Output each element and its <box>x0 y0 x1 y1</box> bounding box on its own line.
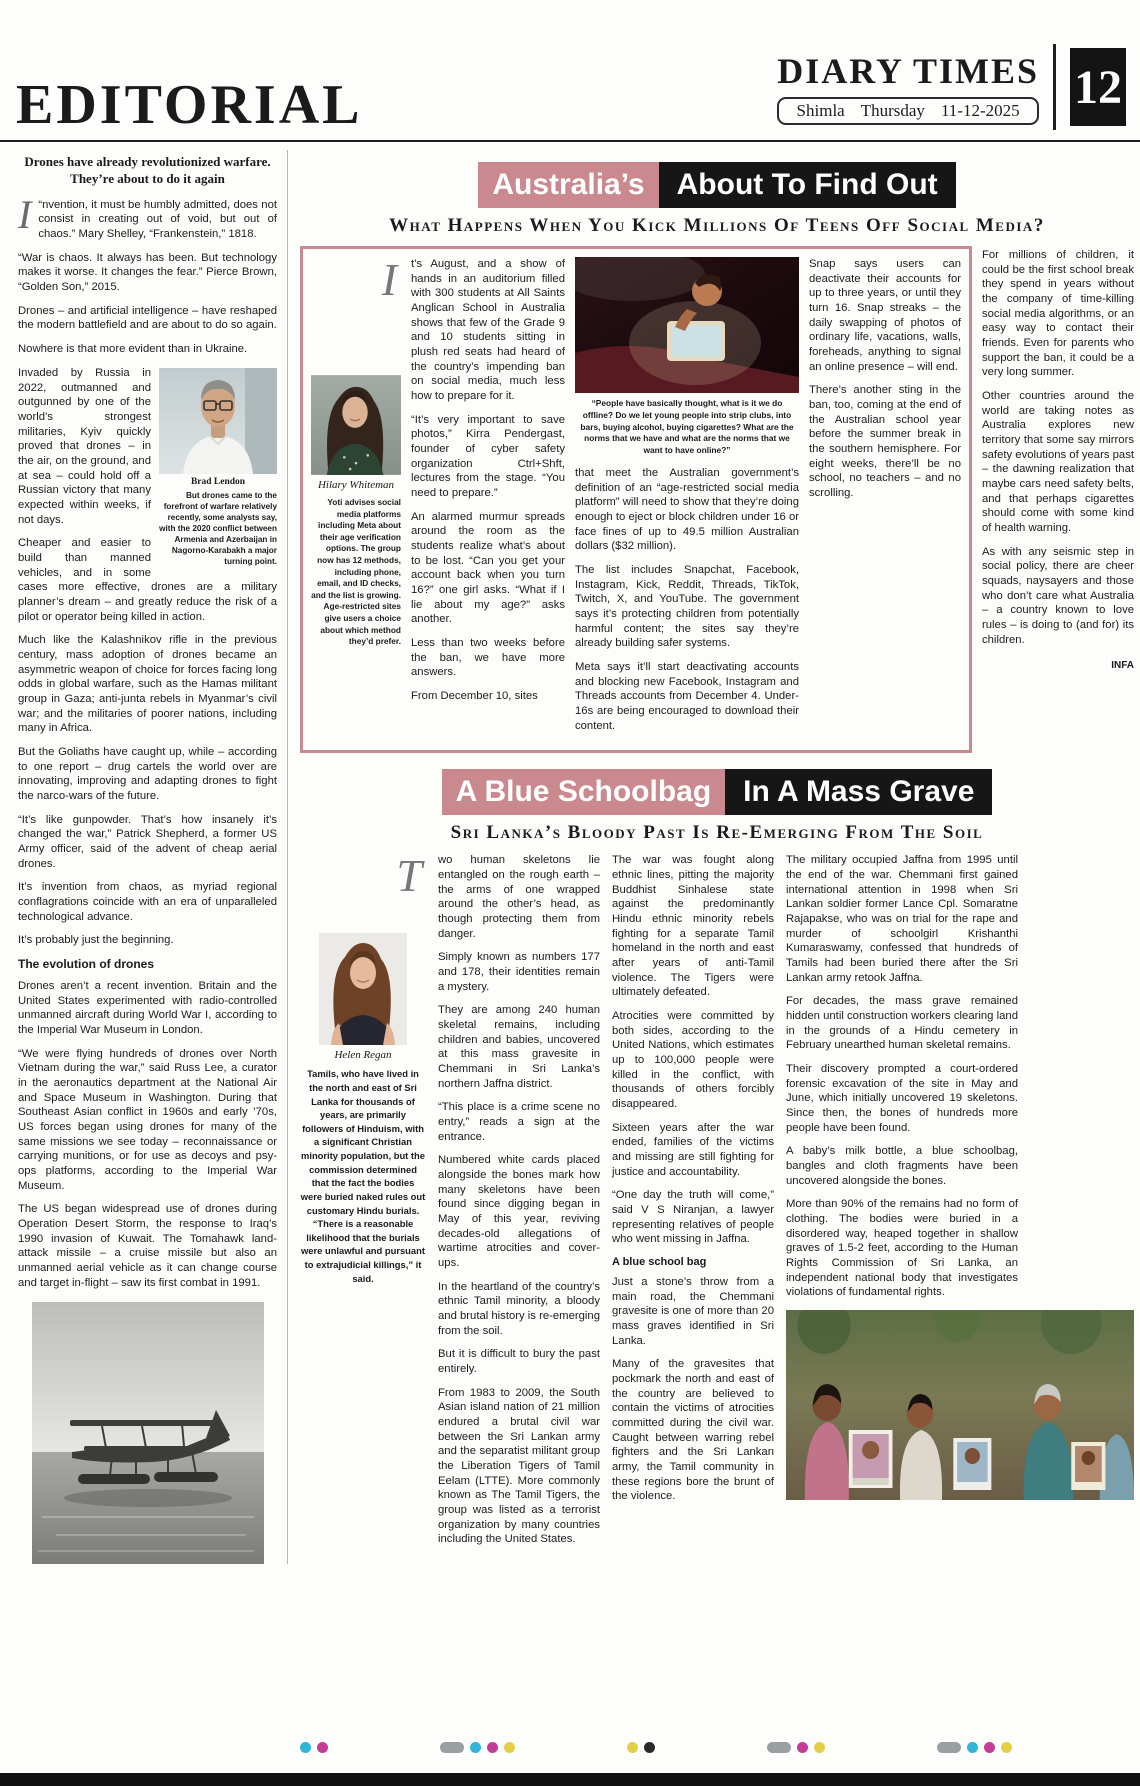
registration-marks <box>300 1742 1012 1753</box>
agency-credit: INFA <box>1111 660 1134 672</box>
body-paragraph: But it is difficult to bury the past entirely. <box>438 1348 600 1376</box>
mass-grave-protest-photo <box>786 1310 1134 1500</box>
paragraph-group <box>612 853 774 1247</box>
srilanka-title-main: In A Mass Grave <box>725 769 992 815</box>
dateline-day: Thursday <box>860 100 925 120</box>
body-paragraph: Their discovery prompted a court-ordered forensic excavation of the site in May and June, which initially uncovered 19 skeletons. Since then, the bones of hundreds more people have been found. <box>786 1062 1018 1134</box>
body-paragraph: “This place is a crime scene no entry,” reads a sign at the entrance. <box>438 1101 600 1143</box>
page-header <box>0 0 1140 142</box>
australia-column-3 <box>809 257 961 742</box>
srilanka-column-3 <box>786 853 1134 1556</box>
main-column <box>300 150 1134 1564</box>
australia-column-4 <box>982 246 1134 753</box>
photo-caption: “People have basically thought, what is it we do offline? Do we let young people into strip clubs, into bars, buying alcohol, buying cigarettes? What are the norms that we have and what are the norms that we want to have online?” <box>580 398 794 456</box>
australia-column-2 <box>575 257 799 742</box>
body-paragraph: The military occupied Jaffna from 1995 until the end of the war. Chemmani first gained international attention in 1998 when Sri Lankan soldier former Lance Cpl. Somaratne Rajapakse, who was on trial for the rape and murder of schoolgirl Krishanthi Kumaraswamy, confessed that hundreds of Tamils had been buried there after the Sri Lankan army retook Jaffna. <box>786 854 1018 984</box>
photo-caption: But drones came to the forefront of warfare relatively recently, some analysts say, with the 2020 conflict between Armenia and Azerbaijan in Nagorno-Karabakh a major turning point. <box>159 490 277 567</box>
body-paragraph: Less than two weeks before the ban, we have more answers. <box>411 637 565 679</box>
australia-author-column <box>311 254 401 742</box>
body-paragraph: But the Goliaths have caught up, while – according to one report – drug cartels the world over are innovating, improving and adapting drones to fight the narco-wars of the future. <box>18 745 277 802</box>
srilanka-title-bar <box>300 769 1134 815</box>
body-paragraph: “It’s very important to save photos,” Kirra Pendergast, founder of cyber safety organization Ctrl+Shft, lectures from the stage. “You need to prepare.” <box>411 413 565 500</box>
header-divider <box>1053 44 1056 130</box>
drones-subhead: The evolution of drones <box>18 957 155 972</box>
helen-regan-photo <box>300 933 426 1045</box>
paragraph-group <box>18 251 277 357</box>
australia-framed-box <box>300 246 972 753</box>
srilanka-column-1 <box>438 853 600 1556</box>
australia-title-bar <box>300 162 1134 208</box>
australia-title-main: About To Find Out <box>659 162 956 208</box>
body-paragraph: For millions of children, it could be the first school break they spend in years without the company of time-killing social media algorithms, or an easy way to contact their friends. Even for parents who support the ban, it could be a very long summer. <box>982 249 1134 379</box>
yellow-registration-dot <box>1001 1742 1012 1753</box>
body-paragraph: The US began widespread use of drones during Operation Desert Storm, the response to Iraq’s 1990 invasion of Kuwait. The Tomahawk land-attack missile – a cruise missile but also an unmanned aerial vehicle as it can change course and target in-flight – saw its first combat in 1991. <box>18 1203 277 1289</box>
page-number: 12 <box>1070 48 1126 126</box>
paragraph-group <box>786 853 1018 1300</box>
registration-mark-group <box>440 1742 515 1753</box>
body-paragraph: “One day the truth will come,” said V S Niranjan, a lawyer representing relatives of people who went missing in Jaffna. <box>612 1189 774 1246</box>
registration-mark-group <box>627 1742 655 1753</box>
magenta-registration-dot <box>797 1742 808 1753</box>
body-paragraph: More than 90% of the remains had no form of clothing. The bodies were buried in a disordered way, heaped together in shallow graves of 1.5-2 feet, according to the Human Rights Commission of Sri Lanka, an independent national body that investigates violations of fundamental rights. <box>786 1198 1018 1299</box>
yellow-registration-dot <box>627 1742 638 1753</box>
gray-registration-dot <box>440 1742 464 1753</box>
paragraph-text: “nvention, it must be humbly admitted, does not consist in creating out of void, but out of chaos.” Mary Shelley, “Frankenstein,” 1818. <box>38 198 277 241</box>
body-paragraph: In the heartland of the country’s ethnic Tamil minority, a bloody and brutal history is re-emerging from the soil. <box>438 1280 600 1337</box>
body-paragraph: Simply known as numbers 177 and 178, their identities remain a mystery. <box>438 951 600 993</box>
seaplane-photo <box>32 1302 264 1564</box>
body-paragraph: Meta says it’ll start deactivating accounts and blocking new Facebook, Instagram and Threads accounts from December 4. Under-16s are being encouraged to download their content. <box>575 660 799 732</box>
page-body <box>0 142 1140 1564</box>
section-title: EDITORIAL <box>16 74 363 137</box>
drop-cap: I <box>381 254 397 305</box>
paragraph-group <box>575 466 799 733</box>
yellow-registration-dot <box>504 1742 515 1753</box>
paragraph-group <box>18 979 277 1290</box>
body-paragraph: Sixteen years after the war ended, families of the victims and missing are still fighting for justice and accountability. <box>612 1121 774 1178</box>
magenta-registration-dot <box>984 1742 995 1753</box>
cyan-registration-dot <box>470 1742 481 1753</box>
body-paragraph: Snap says users can deactivate their accounts for up to three years, or until they turn 16. Snap streaks – the daily swapping of photos of ordinary life, vacations, walls, foreheads, anything to signal an online presence – will end. <box>809 258 961 373</box>
body-paragraph: Much like the Kalashnikov rifle in the previous century, mass adoption of drones became an asymmetric weapon of choice for forces facing long odds in global warfare, such as the Hamas militant group in Gaza; anti-junta rebels in Myanmar’s civil war; and the militaries of poorer nations, including many in Africa. <box>18 634 277 735</box>
cyan-registration-dot <box>300 1742 311 1753</box>
brad-lendon-photo-block <box>159 368 277 567</box>
body-paragraph: An alarmed murmur spreads around the room as the students realize what’s about to be lost. “Can you get your account back when you turn 16?” one girl asks. “What if I lie about my age?” asks another. <box>411 510 565 626</box>
registration-mark-group <box>937 1742 1012 1753</box>
srilanka-title-accent: A Blue Schoolbag <box>442 769 726 815</box>
body-paragraph: that meet the Australian government’s definition of an “age-restricted social media platform” will need to show that they’re doing enough to eject or block children under 16 or face fines of up to 49.5 million Australian dollars ($32 million). <box>575 466 799 553</box>
gray-registration-dot <box>937 1742 961 1753</box>
magenta-registration-dot <box>317 1742 328 1753</box>
brad-lendon-photo <box>159 368 277 474</box>
australia-kicker: What Happens When You Kick Millions Of Teens Off Social Media? <box>389 215 1045 236</box>
body-paragraph: Atrocities were committed by both sides, according to the United Nations, which estimates up to 100,000 people were killed in the conflict, with thousands of others forcibly disappeared. <box>612 1009 774 1110</box>
body-paragraph: They are among 240 human skeletal remains, including children and babies, uncovered at this mass gravesite in Chemmani in Sri Lanka’s northern Jaffna district. <box>438 1004 600 1090</box>
body-paragraph: Drones – and artificial intelligence – have reshaped the modern battlefield and are about to do so again. <box>18 304 277 332</box>
dateline-date: 11-12-2025 <box>940 100 1020 120</box>
author-caption: Tamils, who have lived in the north and east of Sri Lanka for thousands of years, are primarily followers of Hinduism, with a significant Christian minority population, but the commission determined that the fact the bodies were buried naked rules out customary Hindu burials. “There is a reasonable likelihood that the burials were unlawful and pursuant to extrajudicial killings,” it said. <box>300 1068 426 1284</box>
srilanka-kicker: Sri Lanka’s Bloody Past Is Re-Emerging From The Soil <box>450 822 984 844</box>
body-paragraph: The war was fought along ethnic lines, pitting the majority Buddhist Sinhalese state against the predominantly Hindu ethnic minority rebels fighting for a separate Tamil homeland in the north and east after years of anti-Tamil violence. The Tigers were ultimately defeated. <box>612 854 774 999</box>
photo-credit-name: Brad Lendon <box>190 476 246 487</box>
body-paragraph: A baby’s milk bottle, a blue schoolbag, bangles and cloth fragments have been uncovered alongside the bones. <box>786 1145 1018 1187</box>
body-paragraph <box>18 191 277 242</box>
srilanka-author-column <box>300 850 426 1556</box>
registration-mark-group <box>767 1742 825 1753</box>
srilanka-subhead: A blue school bag <box>612 1256 707 1269</box>
body-paragraph: “It’s like gunpowder. That’s how insanely it’s changed the war,” Patrick Shepherd, a former US Army officer, said of the advent of cheap aerial drones. <box>18 813 277 870</box>
body-paragraph: It’s probably just the beginning. <box>18 934 174 947</box>
body-paragraph: As with any seismic step in social policy, there are cheer squads, naysayers and those who don’t care what Australia – a country known to love rules – is doing to (and for) its children. <box>982 545 1134 646</box>
body-paragraph: The list includes Snapchat, Facebook, Instagram, Kick, Reddit, Threads, TikTok, Twitch, X, and YouTube. The government says it’s protecting children from potentially harmful content; the sites say they’re already building safer systems. <box>575 563 799 650</box>
drop-cap: T <box>396 850 422 902</box>
paragraph-group <box>982 248 1134 656</box>
author-name: Helen Regan <box>334 1049 392 1062</box>
paragraph-group <box>18 633 277 948</box>
article-srilanka <box>300 769 1134 1556</box>
body-paragraph: Drones aren’t a recent invention. Britain and the United States experimented with radio-controlled unmanned aircraft during World War I, according to the Imperial War Museum in London. <box>18 980 277 1037</box>
body-paragraph: Cheaper and easier to build than manned vehicles, and in some cases more effective, drones are a military planner’s dream – and greatly reduce the risk of a pilot or operator being killed in action. <box>18 537 277 623</box>
srilanka-column-2 <box>612 853 774 1556</box>
body-paragraph: From 1983 to 2009, the South Asian island nation of 21 million endured a brutal civil war between the Sri Lankan army and the separatist militant group the Liberation Tigers of Tamil Eelam (LTTE). More commonly known as The Tamil Tigers, the group was listed as a terrorist organization by many countries including the United States. <box>438 1386 600 1546</box>
masthead-area <box>777 44 1126 130</box>
drones-title: Drones have already revolutionized warfare. They’re about to do it again <box>24 154 271 186</box>
dateline-city: Shimla <box>796 100 845 120</box>
registration-mark-group <box>300 1742 328 1753</box>
article-drones <box>18 150 288 1564</box>
author-name: Hilary Whiteman <box>317 479 395 491</box>
author-caption: Yoti advises social media platforms including Meta about their age verification options. The group now has 12 methods, including phone, email, and ID checks, and the list is growing. Age-restricted sites give users a choice about which method they’d prefer. <box>311 497 401 647</box>
australia-column-1 <box>411 257 565 742</box>
body-paragraph: Just a stone’s throw from a main road, the Chemmani gravesite is one of more than 20 mass graves identified in Sri Lanka. <box>612 1276 774 1347</box>
body-paragraph: From December 10, sites <box>411 690 538 703</box>
australia-title-accent: Australia’s <box>478 162 658 208</box>
body-paragraph: t’s August, and a show of hands in an auditorium filled with 300 students at All Saints Anglican School in Australia shows that few of the Grade 9 and 10 students sitting in plush red seats had heard of the country’s impending ban on social media, much less how to prepare for it. <box>411 258 565 403</box>
gray-registration-dot <box>767 1742 791 1753</box>
body-paragraph: For decades, the mass grave remained hidden until construction workers clearing land in the grounds of a Hindu cemetery in February unearthed human skeletal remains. <box>786 995 1018 1052</box>
yellow-registration-dot <box>814 1742 825 1753</box>
body-paragraph: Many of the gravesites that pockmark the north and east of the country are believed to contain the victims of atrocities committed during the civil war. Caught between warring rebel fighters and the Sri Lankan army, the Tamil community in these regions bore the brunt of the violence. <box>612 1358 774 1503</box>
body-paragraph: wo human skeletons lie entangled on the rough earth – the arms of one wrapped around the other’s head, as though protecting them from danger. <box>438 854 600 940</box>
cyan-registration-dot <box>967 1742 978 1753</box>
hilary-whiteman-photo <box>311 375 401 475</box>
dateline-box <box>777 97 1039 125</box>
seaplane-photo-image <box>32 1302 264 1564</box>
drop-cap: I <box>18 191 32 237</box>
black-registration-dot <box>644 1742 655 1753</box>
magenta-registration-dot <box>487 1742 498 1753</box>
body-paragraph: Invaded by Russia in 2022, outmanned and outgunned by one of the world’s strongest militaries, Kyiv quickly proved that drones – in the air, on the ground, and at sea – could hold off a Russian victory that many expected within weeks, if not days. <box>18 366 151 526</box>
body-paragraph: It’s invention from chaos, as myriad regional conflagrations coincide with an era of unparalleled technological advance. <box>18 881 277 923</box>
paragraph-group <box>612 1275 774 1504</box>
body-paragraph: There’s another sting in the ban, too, coming at the end of the Australian school year before the summer break in the southern hemisphere. For eight weeks, there’ll be no school, no teachers – and no scrolling. <box>809 384 961 500</box>
body-paragraph: Nowhere is that more evident than in Ukraine. <box>18 343 248 356</box>
masthead-title: DIARY TIMES <box>777 50 1039 91</box>
body-paragraph: “War is chaos. It always has been. But technology makes it worse. It changes the fear.” Pierce Brown, “Golden Son,” 2015. <box>18 251 277 294</box>
bottom-bar <box>0 1773 1140 1786</box>
body-paragraph: Numbered white cards placed alongside the bones mark how many skeletons have been found since digging began in May of this year, reviving decades-old allegations of wartime atrocities and cover-ups. <box>438 1154 600 1270</box>
child-with-tablet-photo <box>575 257 799 393</box>
article-australia <box>300 162 1134 753</box>
body-paragraph: “We were flying hundreds of drones over North Vietnam during the war,” said Russ Lee, a curator in the aeronautics department at the National Air and Space Museum in Washington. During that Southeast Asian conflict in 1960s and early ’70s, US forces began using drones for many of the same missions we see today – reconnaissance or carrying munitions, or for use as decoys and psy-ops platforms, according to the Imperial War Museum. <box>18 1047 277 1192</box>
body-paragraph: Other countries around the world are taking notes as Australia explores new territory that some say mirrors safety evolutions of years past – the dawning realization that maybe cars need safety belts, and that perhaps cigarettes should come with some kind of health warning. <box>982 390 1134 535</box>
